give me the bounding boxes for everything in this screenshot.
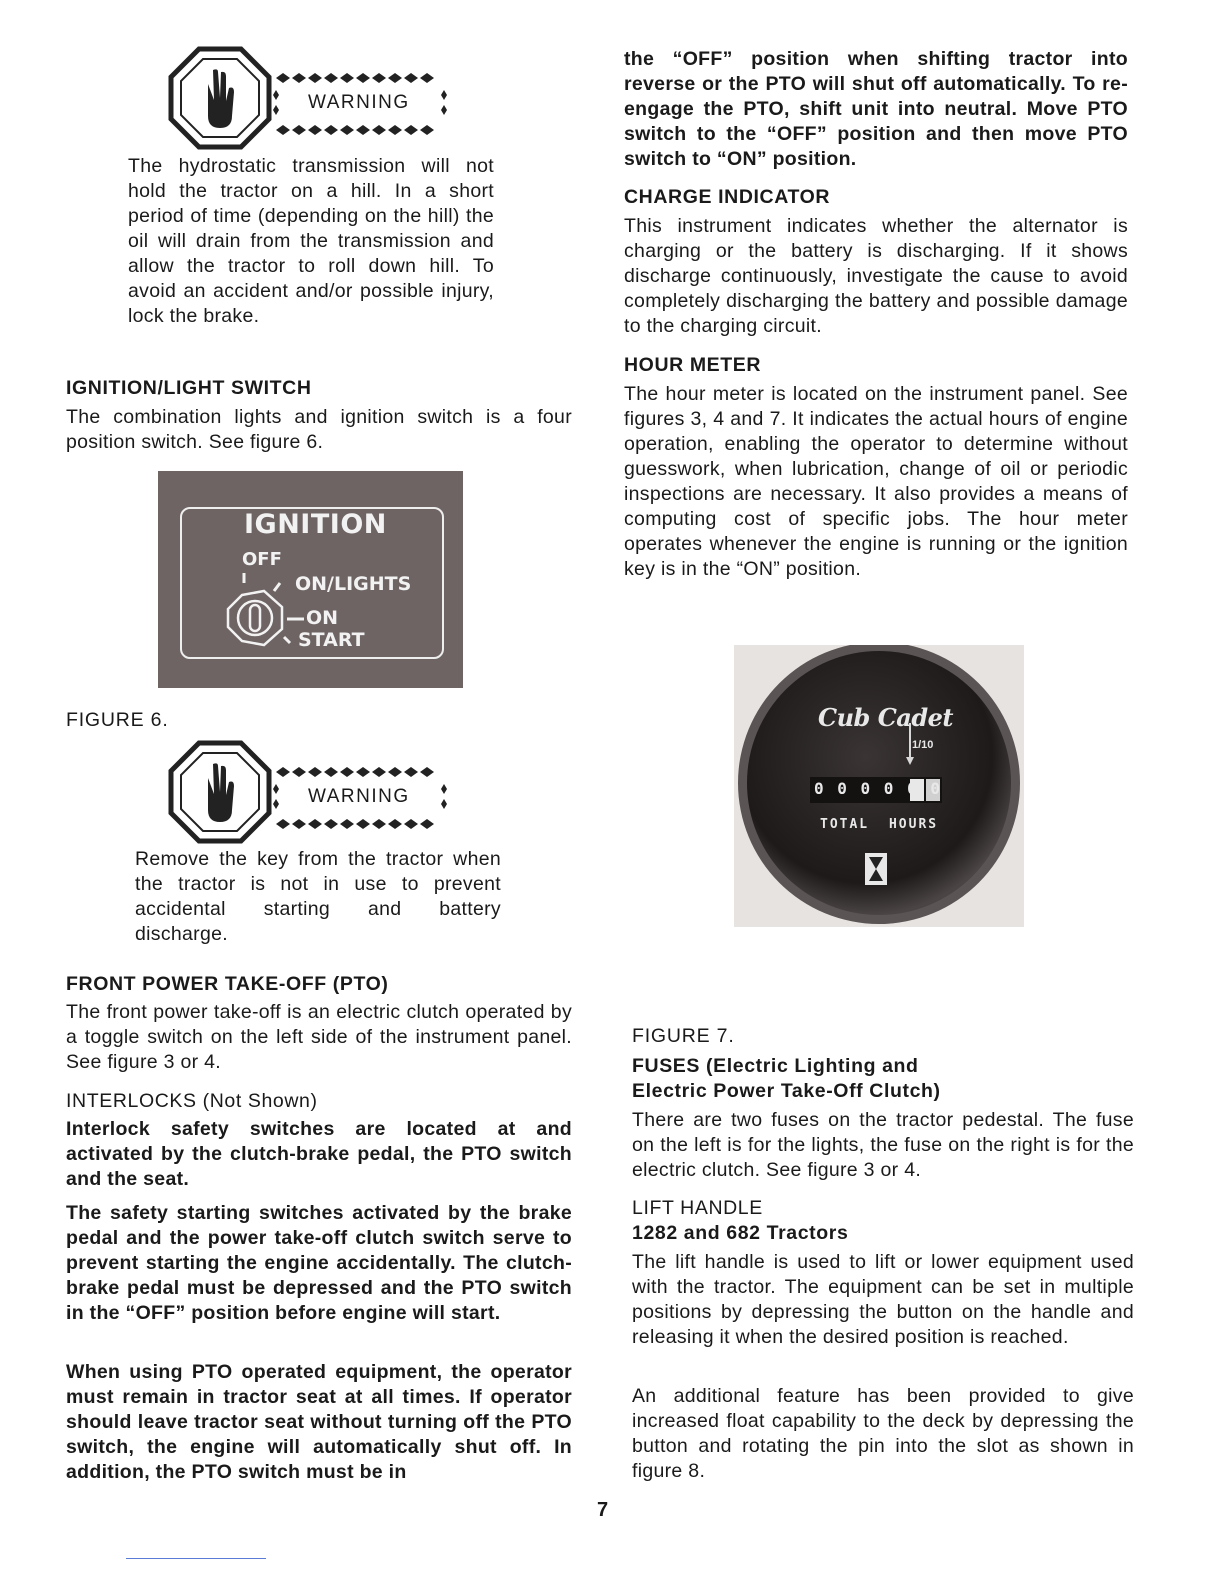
cub-cadet-logo: Cub Cadet xyxy=(818,703,953,732)
lift-handle-subheading: 1282 and 682 Tractors xyxy=(632,1222,849,1244)
meter-digits: 0 0 0 0 0 0 xyxy=(814,779,942,798)
warning-text: The hydrostatic transmission will not hold the tractor on a hill. In a short period of time (depending on the hill) the oil will drain from the transmission and allow the tractor to roll down hill. To avoid an accident and/or possible injury, lock the brake. xyxy=(128,155,494,327)
fuses-heading-line-1: FUSES (Electric Lighting and xyxy=(632,1055,919,1077)
ignition-on-label: ON xyxy=(306,607,339,629)
lift-handle-heading: LIFT HANDLE xyxy=(632,1197,763,1219)
charge-indicator-heading: CHARGE INDICATOR xyxy=(624,186,831,208)
ignition-start-label: START xyxy=(298,629,365,651)
charge-indicator-text: This instrument indicates whether the alternator is charging or the battery is discharging. If it shows discharge continuously, investigate the cause to avoid completely discharging the battery and possible damage to the charging circuit. xyxy=(624,215,1128,337)
lift-handle-paragraph-1: The lift handle is used to lift or lower equipment used with the tractor. The equipment can be set in multiple positions by depressing the button on the handle and releasing it when the desired position is reached. xyxy=(632,1251,1134,1348)
interlocks-paragraph-3: When using PTO operated equipment, the operator must remain in tractor seat at all times. If operator should leave tractor seat without turning off the PTO switch, the engine will automatically shut off. In addition, the PTO switch must be in xyxy=(66,1361,572,1483)
ignition-off-label: OFF xyxy=(242,549,282,570)
ignition-heading: IGNITION/LIGHT SWITCH xyxy=(66,377,312,399)
interlocks-paragraph-2: The safety starting switches activated by the brake pedal and the power take-off clutch switch serve to prevent starting the engine accidentally. The clutch-brake pedal must be depressed and the PTO switch in the “OFF” position before engine will start. xyxy=(66,1202,572,1324)
meter-total-hours-label: TOTAL HOURS xyxy=(820,817,939,832)
interlocks-heading: INTERLOCKS (Not Shown) xyxy=(66,1090,318,1112)
warning-label: WARNING xyxy=(308,786,410,807)
pto-text: The front power take-off is an electric clutch operated by a toggle switch on the left side of the instrument panel. See figure 3 or 4. xyxy=(66,1001,572,1073)
ignition-key-switch-icon xyxy=(224,567,354,667)
ignition-on-lights-label: ON/LIGHTS xyxy=(295,573,412,595)
figure-6-ignition-panel xyxy=(158,471,463,688)
ignition-text: The combination lights and ignition switch is a four position switch. See figure 6. xyxy=(66,406,572,453)
lift-handle-paragraph-2: An additional feature has been provided to give increased float capability to the deck by depressing the button and rotating the pin into the slot as shown in figure 8. xyxy=(632,1385,1134,1482)
meter-fraction: 1/10 xyxy=(912,739,934,751)
fuses-heading-line-2: Electric Power Take-Off Clutch) xyxy=(632,1080,941,1102)
ignition-title: IGNITION xyxy=(244,509,387,540)
figure-7-hour-meter-photo xyxy=(734,645,1024,927)
figure-7-caption: FIGURE 7. xyxy=(632,1025,735,1047)
stop-hand-icon xyxy=(168,46,272,150)
hour-meter-text: The hour meter is located on the instrument panel. See figures 3, 4 and 7. It indicates the actual hours of engine operation, enabling the operator to determine without guesswork, when lubrication, change of oil or periodic inspections are necessary. It also provides a means of computing cost of specific jobs. The hour meter operates whenever the engine is running or the ignition key is in the “ON” position. xyxy=(624,383,1128,580)
interlocks-paragraph-1: Interlock safety switches are located at and activated by the clutch-brake pedal, the PTO switch and the seat. xyxy=(66,1118,572,1190)
figure-6-caption: FIGURE 6. xyxy=(66,709,169,731)
warning-block-1 xyxy=(168,46,458,146)
fuses-text: There are two fuses on the tractor pedestal. The fuse on the left is for the lights, the fuse on the right is for the electric clutch. See figure 3 or 4. xyxy=(632,1109,1134,1181)
stop-hand-icon xyxy=(168,740,272,844)
pto-continued-text: the “OFF” position when shifting tractor into reverse or the PTO will shut off automatically. To re-engage the PTO, shift unit into neutral. Move PTO switch to the “OFF” position and then move PTO switch to “ON” position. xyxy=(624,48,1128,170)
page-number: 7 xyxy=(597,1499,609,1521)
warning-text: Remove the key from the tractor when the tractor is not in use to prevent accidental starting and battery discharge. xyxy=(135,848,501,945)
pto-heading: FRONT POWER TAKE-OFF (PTO) xyxy=(66,973,389,995)
hour-meter-heading: HOUR METER xyxy=(624,354,762,376)
warning-label: WARNING xyxy=(308,92,410,113)
footer-rule xyxy=(126,1558,266,1559)
warning-block-2 xyxy=(168,740,458,840)
